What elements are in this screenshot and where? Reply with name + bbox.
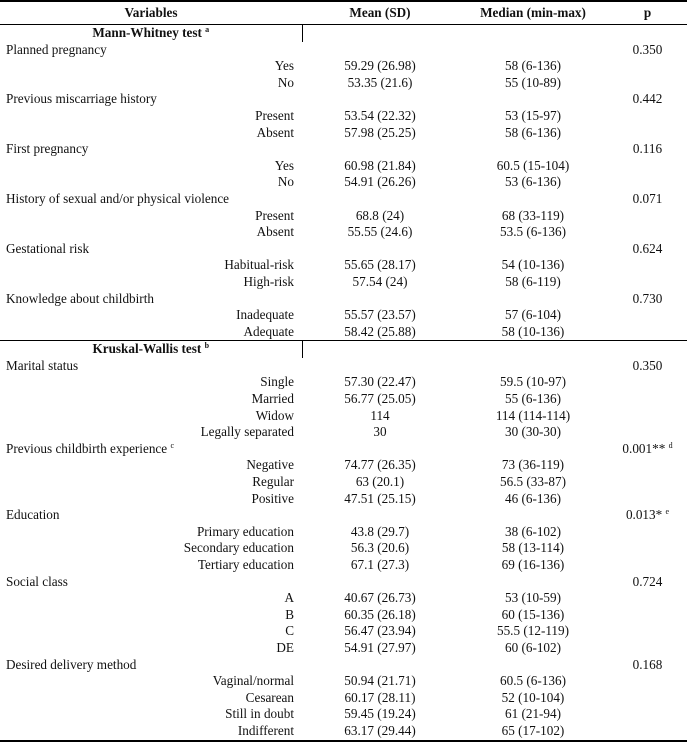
category-label: Married [251, 391, 294, 407]
variable-name: Previous miscarriage history [6, 91, 157, 107]
variable-name: Planned pregnancy [6, 41, 107, 57]
mean-sd: 47.51 (25.15) [344, 490, 416, 506]
category-label: Absent [256, 224, 294, 240]
median-range: 30 (30-30) [504, 424, 562, 440]
variable-row [0, 42, 687, 59]
median-range: 57 (6-104) [504, 307, 562, 323]
table-row [0, 607, 687, 624]
variable-row [0, 574, 687, 591]
mean-sd: 59.29 (26.98) [344, 58, 416, 74]
category-label: Legally separated [200, 424, 294, 440]
category-label: B [285, 606, 294, 622]
p-value: 0.071 [632, 190, 663, 206]
variable-name: Education [6, 507, 60, 523]
mean-sd: 30 [373, 424, 387, 440]
table-row [0, 491, 687, 508]
mean-sd: 55.57 (23.57) [344, 307, 416, 323]
median-range: 58 (13-114) [501, 540, 565, 556]
mean-sd: 58.42 (25.88) [344, 323, 416, 339]
p-value: 0.350 [632, 357, 663, 373]
variable-row [0, 358, 687, 375]
mean-sd: 57.54 (24) [352, 273, 408, 289]
table-row [0, 108, 687, 125]
median-range: 55 (10-89) [504, 74, 562, 90]
category-label: DE [276, 639, 294, 655]
variable-row [0, 291, 687, 308]
p-value: 0.168 [632, 656, 663, 672]
median-range: 54 (10-136) [501, 257, 565, 273]
median-range: 73 (36-119) [501, 457, 565, 473]
category-label: Secondary education [183, 540, 294, 556]
median-range: 68 (33-119) [501, 207, 565, 223]
median-range: 53 (6-136) [504, 174, 562, 190]
footnote-marker: d [668, 440, 673, 450]
variable-name: Social class [6, 573, 68, 589]
p-value: 0.442 [632, 91, 663, 107]
median-range: 46 (6-136) [504, 490, 562, 506]
median-range: 58 (6-119) [505, 273, 561, 289]
header-median: Median (min-max) [458, 1, 608, 25]
table-row [0, 640, 687, 657]
header-p: p [608, 1, 687, 25]
table-row [0, 690, 687, 707]
table-row [0, 374, 687, 391]
header-row [0, 1, 687, 25]
median-range: 56.5 (33-87) [500, 474, 566, 490]
variable-name: First pregnancy [6, 141, 89, 157]
p-value: 0.116 [632, 141, 663, 157]
mean-sd: 53.54 (22.32) [344, 107, 416, 123]
mean-sd: 68.8 (24) [355, 207, 405, 223]
mean-sd: 114 [370, 407, 390, 423]
mean-sd: 55.65 (28.17) [344, 257, 416, 273]
table-row [0, 474, 687, 491]
category-label: Present [255, 107, 294, 123]
mean-sd: 74.77 (26.35) [344, 457, 416, 473]
category-label: No [277, 74, 294, 90]
category-label: Regular [252, 474, 294, 490]
variable-name: Marital status [6, 357, 79, 373]
variable-name: Previous childbirth experience [6, 440, 168, 456]
mean-sd: 56.47 (23.94) [344, 623, 416, 639]
table-row [0, 58, 687, 75]
table-row [0, 623, 687, 640]
median-range: 53 (10-59) [504, 590, 562, 606]
table-row [0, 673, 687, 690]
median-range: 60.5 (6-136) [500, 673, 566, 689]
table-row [0, 723, 687, 741]
footnote-marker: e [665, 507, 670, 517]
table-row [0, 274, 687, 291]
header-variables: Variables [0, 1, 302, 25]
median-range: 69 (16-136) [501, 557, 565, 572]
variable-row [0, 91, 687, 108]
variable-row [0, 507, 687, 524]
mean-sd: 59.45 (19.24) [344, 706, 416, 722]
category-label: C [285, 623, 294, 639]
section-mann-whitney [0, 25, 687, 42]
table-row [0, 590, 687, 607]
table-row [0, 424, 687, 441]
category-label: Negative [246, 457, 294, 473]
median-range: 52 (10-104) [501, 689, 565, 705]
table-row [0, 557, 687, 574]
table-row [0, 208, 687, 225]
header-mean-sd: Mean (SD) [302, 1, 458, 25]
table-row [0, 158, 687, 175]
variable-name: Desired delivery method [6, 656, 137, 672]
category-label: Vaginal/normal [212, 673, 294, 689]
median-range: 53.5 (6-136) [500, 224, 566, 240]
category-label: Tertiary education [197, 557, 294, 572]
footnote-marker: b [204, 341, 210, 351]
mean-sd: 50.94 (21.71) [344, 673, 416, 689]
category-label: No [277, 174, 294, 190]
category-label: A [284, 590, 294, 606]
mean-sd: 57.98 (25.25) [344, 124, 416, 140]
category-label: Positive [251, 490, 294, 506]
median-range: 58 (6-136) [504, 58, 562, 74]
variable-row [0, 191, 687, 208]
table-row [0, 75, 687, 92]
mean-sd: 54.91 (27.97) [344, 639, 416, 655]
mean-sd: 67.1 (27.3) [350, 557, 410, 572]
variable-row [0, 241, 687, 258]
median-range: 55.5 (12-119) [496, 623, 570, 639]
p-value: 0.013* [625, 507, 663, 523]
category-label: Adequate [243, 323, 294, 339]
table-row [0, 706, 687, 723]
mean-sd: 53.35 (21.6) [347, 74, 413, 90]
mean-sd: 54.91 (26.26) [344, 174, 416, 190]
mean-sd: 60.17 (28.11) [344, 689, 416, 705]
median-range: 60 (15-136) [501, 606, 565, 622]
mean-sd: 56.77 (25.05) [344, 391, 416, 407]
table-row [0, 307, 687, 324]
category-label: Still in doubt [225, 706, 294, 722]
mean-sd: 63.17 (29.44) [302, 723, 458, 741]
p-value: 0.730 [632, 290, 663, 306]
table-row [0, 224, 687, 241]
mean-sd: 63 (20.1) [355, 474, 405, 490]
median-range: 60.5 (15-104) [496, 157, 570, 173]
category-label: Widow [255, 407, 294, 423]
table-row [0, 324, 687, 341]
median-range: 58 (10-136) [501, 323, 565, 339]
table-row [0, 174, 687, 191]
mean-sd: 40.67 (26.73) [344, 590, 416, 606]
mean-sd: 60.35 (26.18) [344, 606, 416, 622]
p-value: 0.001** [622, 440, 666, 456]
footnote-marker: a [205, 25, 210, 34]
variable-name: Knowledge about childbirth [6, 290, 154, 306]
category-label: Primary education [196, 523, 294, 539]
category-label: High-risk [243, 273, 294, 289]
variable-row [0, 141, 687, 158]
variable-row [0, 657, 687, 674]
category-label: Yes [274, 58, 294, 74]
median-range: 59.5 (10-97) [500, 374, 566, 390]
category-label: Habitual-risk [224, 257, 294, 273]
mean-sd: 43.8 (29.7) [350, 523, 410, 539]
category-label: Single [260, 374, 294, 390]
table-row [0, 408, 687, 425]
section-kruskal-wallis [0, 341, 687, 358]
variable-name: History of sexual and/or physical violence [6, 190, 230, 206]
category-label: Indifferent [0, 723, 302, 741]
section-title: Kruskal-Wallis test [92, 341, 202, 357]
category-label: Present [255, 207, 294, 223]
table-row [0, 457, 687, 474]
variable-row [0, 441, 687, 458]
p-value: 0.624 [632, 240, 663, 256]
variable-name: Gestational risk [6, 240, 90, 256]
table-row [0, 524, 687, 541]
table-row [0, 257, 687, 274]
median-range: 60 (6-102) [504, 639, 562, 655]
mean-sd: 57.30 (22.47) [344, 374, 416, 390]
mean-sd: 60.98 (21.84) [344, 157, 416, 173]
table-row [0, 540, 687, 557]
median-range: 65 (17-102) [458, 723, 608, 741]
category-label: Cesarean [245, 689, 294, 705]
p-value: 0.350 [632, 41, 663, 57]
median-range: 58 (6-136) [504, 124, 562, 140]
category-label: Absent [256, 124, 294, 140]
median-range: 61 (21-94) [504, 706, 562, 722]
median-range: 53 (15-97) [504, 107, 562, 123]
mean-sd: 56.3 (20.6) [350, 540, 410, 556]
median-range: 55 (6-136) [504, 391, 562, 407]
table-row [0, 125, 687, 142]
category-label: Inadequate [236, 307, 294, 323]
mean-sd: 55.55 (24.6) [347, 224, 413, 240]
table-row [0, 391, 687, 408]
category-label: Yes [274, 157, 294, 173]
section-title: Mann-Whitney test [92, 25, 202, 40]
p-value: 0.724 [632, 573, 663, 589]
median-range: 114 (114-114) [495, 407, 571, 423]
median-range: 38 (6-102) [504, 523, 562, 539]
footnote-marker: c [170, 440, 174, 450]
